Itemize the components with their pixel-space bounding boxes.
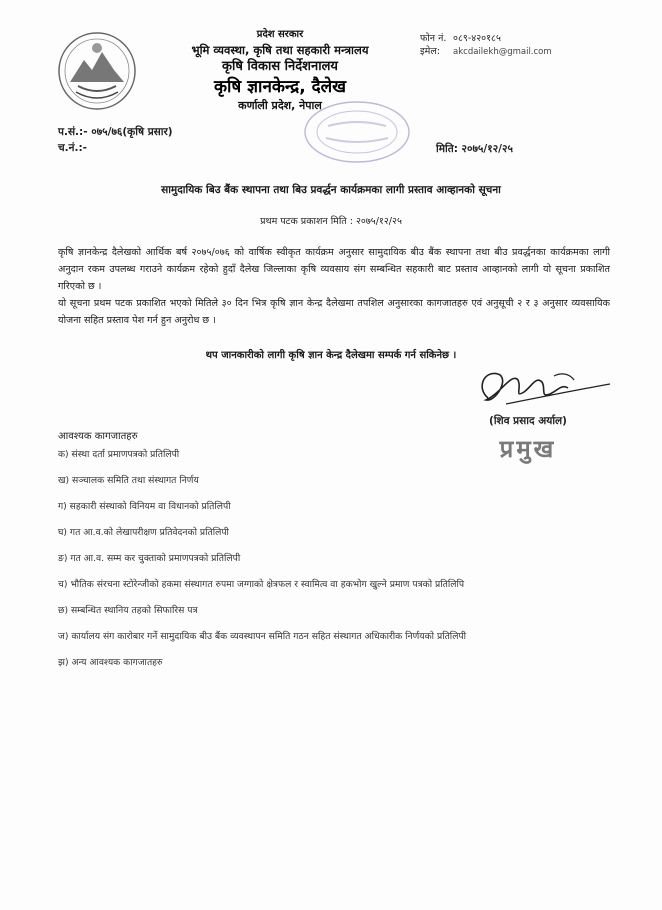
dispatch-number: च.नं.:-: [58, 142, 88, 154]
body-paragraph-1: कृषि ज्ञानकेन्द्र दैलेखको आर्थिक बर्ष २०७५/०७६ को वार्षिक स्वीकृत कार्यक्रम अनुसार सामुदायिक बीउ बैंक स्थापना तथा बीउ प्रवर्द्धनका कार्यक्रमका लागी अनुदान रकम उपलब्ध गराउने कार्यक्रम रहेको हुदाँ दैलेख जिल्लाका कृषि व्यवसाय संग सम्बन्धित सहकारी बाट प्रस्ताव आव्हानको लागी यो सूचना प्रकाशित गरिएको छ ।: [58, 247, 610, 292]
contact-note: थप जानकारीको लागी कृषि ज्ञान केन्द्र दैलेखमा सम्पर्क गर्न सकिनेछ ।: [205, 350, 457, 361]
notice-body: [58, 244, 610, 329]
document-item: छ) सम्बन्धित स्थानिय तहको सिफारिस पत्र: [58, 605, 198, 616]
phone-value: ०८९-४२०१८५: [453, 33, 501, 44]
reference-numbers: [58, 124, 173, 156]
notice-title: सामुदायिक बिउ बैंक स्थापना तथा बिउ प्रवर्द्धन कार्यक्रमका लागी प्रस्ताव आव्हानको सूचना: [161, 184, 501, 196]
nepal-emblem-icon: [56, 30, 138, 112]
document-item: झ) अन्य आवश्यक कागजातहरु: [58, 657, 163, 668]
document-item: ङ) गत आ.व. सम्म कर चुक्ताको प्रमाणपत्रको प्रतिलिपी: [58, 553, 241, 564]
documents-list: [58, 446, 610, 680]
letter-number: प.सं.:- ०७५/७६(कृषि प्रसार): [58, 126, 173, 138]
email-label: इमेल:: [420, 46, 440, 57]
document-item: क) संस्था दर्ता प्रमाणपत्रको प्रतिलिपी: [58, 449, 180, 460]
first-publication-date: प्रथम पटक प्रकाशन मिति : २०७५/१२/२५: [260, 216, 402, 227]
phone-label: फोन नं.: [420, 33, 447, 44]
document-item: ज) कार्यालय संग कारोबार गर्ने सामुदायिक बीउ बैंक व्यवस्थापन समिति गठन सहित संस्थागत अधिकारीक निर्णयको प्रतिलिपी: [58, 631, 467, 642]
office-stamp-icon: [298, 96, 416, 168]
signatory-name: (शिव प्रसाद अर्याल): [489, 415, 567, 427]
document-item: ख) सञ्चालक समिति तथा संस्थागत निर्णय: [58, 475, 199, 486]
body-paragraph-2: यो सूचना प्रथम पटक प्रकाशित भएको मितिले ३० दिन भित्र कृषि ज्ञान केन्द्र दैलेखमा तपशिल अनुसारका कागजातहरु एवं अनुसूची २ र ३ अनुसार व्यवसायिक योजना सहित प्रस्ताव पेश गर्न हुन अनुरोध छ ।: [58, 298, 610, 326]
email-value: akcdailekh@gmail.com: [453, 47, 552, 57]
phone-row: [420, 32, 552, 45]
signature-icon: [466, 358, 616, 414]
office-name: कृषि ज्ञानकेन्द्र, दैलेख: [213, 77, 347, 97]
documents-heading: आवश्यक कागजातहरु: [58, 431, 138, 442]
ministry-name: भूमि व्यवस्था, कृषि तथा सहकारी मन्त्रालय: [191, 43, 369, 57]
document-item: घ) गत आ.व.को लेखापरीक्षण प्रतिवेदनको प्रतिलिपी: [58, 527, 229, 538]
contact-info: [420, 32, 552, 59]
email-row: [420, 45, 552, 59]
province-name: कर्णाली प्रदेश, नेपाल: [238, 99, 322, 112]
document-item: ग) सहकारी संस्थाको विनियम वा विधानको प्रतिलिपी: [58, 501, 231, 512]
directorate-name: कृषि विकास निर्देशनालय: [222, 59, 338, 74]
signatory-designation: प्रमुख: [499, 435, 557, 463]
province-government: प्रदेश सरकार: [256, 29, 304, 40]
letter-date: मिति: २०७५/१२/२५: [436, 143, 513, 155]
document-item: च) भौतिक संरचना स्टोरेन्जीको हकमा संस्थागत रुपमा जग्गाको क्षेत्रफल र स्वामित्व वा हकभोग खुल्ने प्रमाण पत्रको प्रतिलिपि: [58, 579, 465, 590]
